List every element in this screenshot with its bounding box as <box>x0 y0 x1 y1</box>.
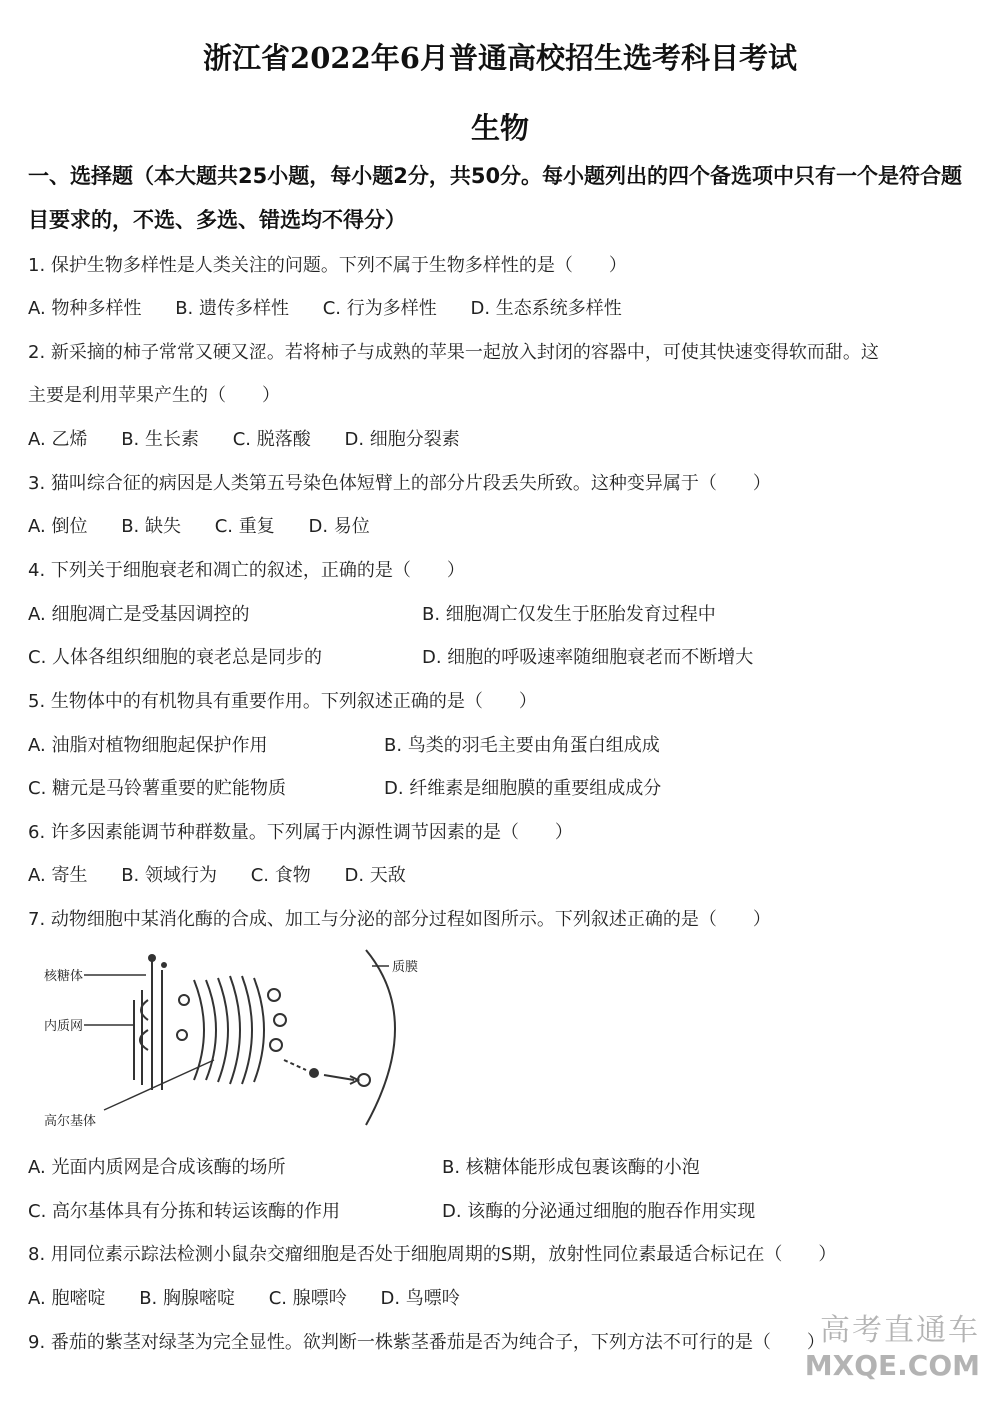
option-c: C. 食物 <box>250 865 311 886</box>
option-a: A. 倒位 <box>28 516 88 537</box>
question-4-option-d: D. 细胞的呼吸速率随细胞衰老而不断增大 <box>422 647 754 668</box>
option-b: B. 遗传多样性 <box>175 298 289 319</box>
label-golgi: 高尔基体 <box>44 1114 97 1129</box>
question-2-stem-cont: 主要是利用苹果产生的（ ） <box>28 385 280 406</box>
question-8-options <box>28 1284 488 1310</box>
option-a: A. 寄生 <box>28 865 88 886</box>
option-d: D. 易位 <box>308 516 370 537</box>
question-5-option-d: D. 纤维素是细胞膜的重要组成成分 <box>384 778 662 799</box>
subject-title: 生物 <box>470 111 529 145</box>
option-b: B. 生长素 <box>121 429 199 450</box>
option-d: D. 细胞分裂素 <box>344 429 460 450</box>
question-4-option-b: B. 细胞凋亡仅发生于胚胎发育过程中 <box>422 604 716 625</box>
question-5-option-b: B. 鸟类的羽毛主要由角蛋白组成成 <box>384 735 660 756</box>
cell-secretion-figure <box>44 940 444 1135</box>
watermark-url: MXQE.COM <box>804 1349 980 1382</box>
golgi-shape <box>194 976 264 1084</box>
question-4-stem: 4. 下列关于细胞衰老和凋亡的叙述，正确的是（ ） <box>28 560 465 581</box>
plasma-membrane-shape <box>366 950 395 1125</box>
option-d: D. 鸟嘌呤 <box>380 1288 460 1309</box>
watermark-text: 高考直通车 <box>820 1313 980 1348</box>
option-c: C. 腺嘌呤 <box>268 1288 347 1309</box>
option-c: C. 行为多样性 <box>322 298 437 319</box>
question-8-stem: 8. 用同位素示踪法检测小鼠杂交瘤细胞是否处于细胞周期的S期，放射性同位素最适合标记在（ ） <box>28 1244 837 1265</box>
question-7-stem: 7. 动物细胞中某消化酶的合成、加工与分泌的部分过程如图所示。下列叙述正确的是（ ） <box>28 909 771 930</box>
question-4-option-a: A. 细胞凋亡是受基因调控的 <box>28 604 250 625</box>
option-a: A. 胞嘧啶 <box>28 1288 106 1309</box>
option-a: A. 物种多样性 <box>28 298 142 319</box>
question-1-stem: 1. 保护生物多样性是人类关注的问题。下列不属于生物多样性的是（ ） <box>28 255 627 276</box>
option-b: B. 胸腺嘧啶 <box>139 1288 235 1309</box>
option-d: D. 生态系统多样性 <box>470 298 622 319</box>
question-7-option-d: D. 该酶的分泌通过细胞的胞吞作用实现 <box>442 1201 756 1222</box>
option-c: C. 重复 <box>214 516 275 537</box>
section-heading: 一、选择题（本大题共25小题，每小题2分，共50分。每小题列出的四个备选项中只有一个是符合题目要求的，不选、多选、错选均不得分） <box>28 164 963 232</box>
question-6-stem: 6. 许多因素能调节种群数量。下列属于内源性调节因素的是（ ） <box>28 822 573 843</box>
question-5-option-c: C. 糖元是马铃薯重要的贮能物质 <box>28 778 287 799</box>
option-a: A. 乙烯 <box>28 429 88 450</box>
label-er: 内质网 <box>44 1019 84 1034</box>
er-shape <box>140 960 162 1090</box>
cell-diagram-svg <box>44 940 444 1135</box>
label-membrane: 质膜 <box>392 960 419 975</box>
question-1-options <box>28 294 650 320</box>
question-7-option-b: B. 核糖体能形成包裹该酶的小泡 <box>442 1157 700 1178</box>
question-2-options <box>28 425 488 451</box>
question-4-option-c: C. 人体各组织细胞的衰老总是同步的 <box>28 647 323 668</box>
question-3-options <box>28 512 398 538</box>
question-7-option-c: C. 高尔基体具有分拣和转运该酶的作用 <box>28 1201 341 1222</box>
question-9-stem: 9. 番茄的紫茎对绿茎为完全显性。欲判断一株紫茎番茄是否为纯合子，下列方法不可行的是（ ） <box>28 1332 825 1353</box>
question-2-stem: 2. 新采摘的柿子常常又硬又涩。若将柿子与成熟的苹果一起放入封闭的容器中，可使其快速变得软而甜。这 <box>28 342 879 363</box>
question-5-stem: 5. 生物体中的有机物具有重要作用。下列叙述正确的是（ ） <box>28 691 537 712</box>
option-c: C. 脱落酸 <box>232 429 311 450</box>
question-3-stem: 3. 猫叫综合征的病因是人类第五号染色体短臂上的部分片段丢失所致。这种变异属于（ ） <box>28 473 771 494</box>
option-b: B. 领域行为 <box>121 865 217 886</box>
question-6-options <box>28 861 434 887</box>
option-d: D. 天敌 <box>344 865 406 886</box>
question-5-option-a: A. 油脂对植物细胞起保护作用 <box>28 735 268 756</box>
option-b: B. 缺失 <box>121 516 181 537</box>
label-ribosome: 核糖体 <box>44 969 84 984</box>
question-7-option-a: A. 光面内质网是合成该酶的场所 <box>28 1157 286 1178</box>
page-title: 浙江省2022年6月普通高校招生选考科目考试 <box>203 41 797 75</box>
watermark <box>805 1305 980 1382</box>
